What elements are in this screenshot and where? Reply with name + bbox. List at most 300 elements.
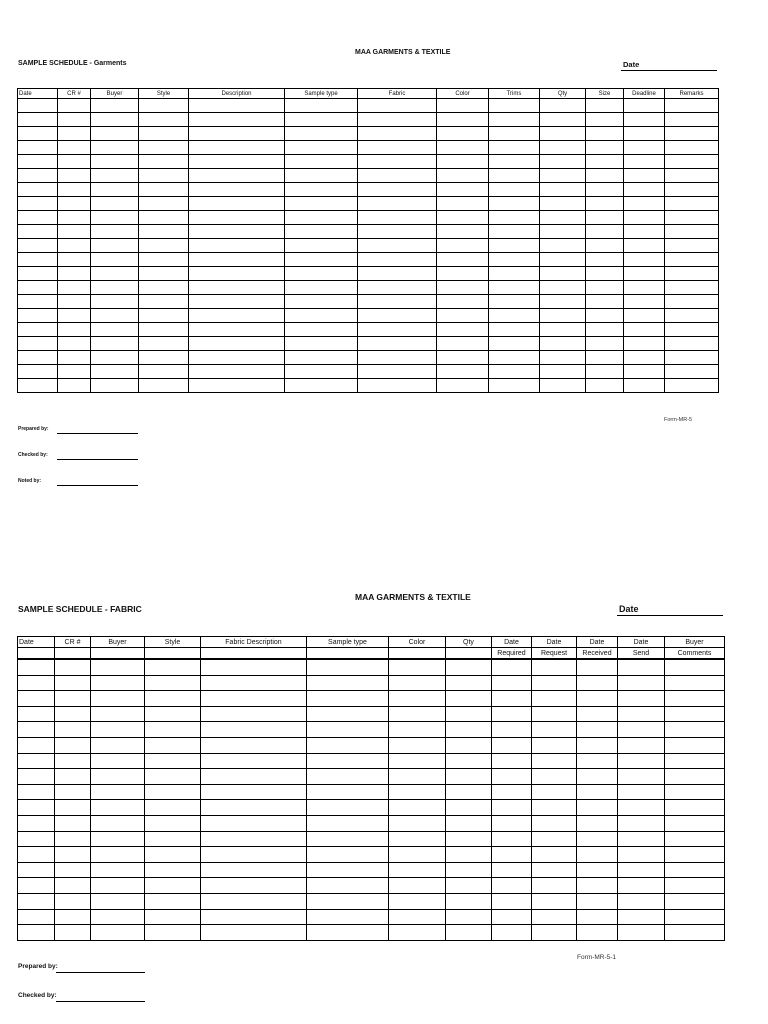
table-cell[interactable] <box>618 659 665 675</box>
table-cell[interactable] <box>532 847 577 863</box>
table-cell[interactable] <box>285 169 358 183</box>
table-cell[interactable] <box>389 722 446 738</box>
table-cell[interactable] <box>618 893 665 909</box>
table-cell[interactable] <box>618 847 665 863</box>
table-cell[interactable] <box>307 722 389 738</box>
table-cell[interactable] <box>145 909 201 925</box>
table-cell[interactable] <box>437 379 489 393</box>
table-cell[interactable] <box>489 267 540 281</box>
table-cell[interactable] <box>285 337 358 351</box>
table-cell[interactable] <box>665 878 725 894</box>
table-cell[interactable] <box>437 267 489 281</box>
table-cell[interactable] <box>18 365 58 379</box>
table-cell[interactable] <box>358 155 437 169</box>
table-cell[interactable] <box>532 878 577 894</box>
table-cell[interactable] <box>446 753 492 769</box>
table-cell[interactable] <box>492 675 532 691</box>
table-cell[interactable] <box>307 925 389 941</box>
table-cell[interactable] <box>307 769 389 785</box>
table-cell[interactable] <box>18 267 58 281</box>
table-cell[interactable] <box>201 659 307 675</box>
table-cell[interactable] <box>618 675 665 691</box>
table-cell[interactable] <box>489 141 540 155</box>
table-cell[interactable] <box>55 753 91 769</box>
table-cell[interactable] <box>624 169 665 183</box>
table-cell[interactable] <box>532 691 577 707</box>
table-cell[interactable] <box>389 784 446 800</box>
table-cell[interactable] <box>540 141 586 155</box>
table-cell[interactable] <box>285 323 358 337</box>
table-cell[interactable] <box>665 769 725 785</box>
table-cell[interactable] <box>665 337 719 351</box>
table-cell[interactable] <box>18 141 58 155</box>
table-cell[interactable] <box>446 862 492 878</box>
table-cell[interactable] <box>532 909 577 925</box>
table-cell[interactable] <box>492 800 532 816</box>
table-cell[interactable] <box>307 878 389 894</box>
table-cell[interactable] <box>389 831 446 847</box>
table-cell[interactable] <box>586 113 624 127</box>
table-cell[interactable] <box>437 337 489 351</box>
table-cell[interactable] <box>285 197 358 211</box>
table-cell[interactable] <box>91 753 145 769</box>
table-cell[interactable] <box>285 183 358 197</box>
table-cell[interactable] <box>489 351 540 365</box>
table-cell[interactable] <box>446 800 492 816</box>
table-cell[interactable] <box>58 295 91 309</box>
table-cell[interactable] <box>91 909 145 925</box>
table-cell[interactable] <box>618 815 665 831</box>
table-cell[interactable] <box>624 183 665 197</box>
table-cell[interactable] <box>58 267 91 281</box>
table-cell[interactable] <box>145 769 201 785</box>
table-cell[interactable] <box>358 141 437 155</box>
table-cell[interactable] <box>285 155 358 169</box>
table-cell[interactable] <box>201 815 307 831</box>
table-cell[interactable] <box>532 769 577 785</box>
table-cell[interactable] <box>307 737 389 753</box>
table-cell[interactable] <box>307 800 389 816</box>
table-cell[interactable] <box>624 337 665 351</box>
table-cell[interactable] <box>492 784 532 800</box>
table-cell[interactable] <box>139 267 189 281</box>
table-cell[interactable] <box>540 309 586 323</box>
table-cell[interactable] <box>145 737 201 753</box>
table-cell[interactable] <box>18 155 58 169</box>
table-cell[interactable] <box>489 183 540 197</box>
table-cell[interactable] <box>665 239 719 253</box>
table-cell[interactable] <box>618 909 665 925</box>
table-cell[interactable] <box>91 769 145 785</box>
table-cell[interactable] <box>577 815 618 831</box>
table-cell[interactable] <box>18 909 55 925</box>
table-cell[interactable] <box>665 281 719 295</box>
table-cell[interactable] <box>91 706 145 722</box>
table-cell[interactable] <box>358 127 437 141</box>
table-cell[interactable] <box>358 113 437 127</box>
table-cell[interactable] <box>91 862 145 878</box>
table-cell[interactable] <box>358 253 437 267</box>
table-cell[interactable] <box>358 225 437 239</box>
table-cell[interactable] <box>18 847 55 863</box>
table-cell[interactable] <box>18 351 58 365</box>
table-cell[interactable] <box>624 309 665 323</box>
table-cell[interactable] <box>446 815 492 831</box>
table-cell[interactable] <box>665 893 725 909</box>
table-cell[interactable] <box>55 737 91 753</box>
table-cell[interactable] <box>18 183 58 197</box>
table-cell[interactable] <box>145 659 201 675</box>
table-cell[interactable] <box>389 847 446 863</box>
table-cell[interactable] <box>55 784 91 800</box>
table-cell[interactable] <box>540 239 586 253</box>
table-cell[interactable] <box>55 659 91 675</box>
table-cell[interactable] <box>18 127 58 141</box>
table-cell[interactable] <box>91 281 139 295</box>
table-cell[interactable] <box>139 127 189 141</box>
table-cell[interactable] <box>665 253 719 267</box>
table-cell[interactable] <box>665 675 725 691</box>
table-cell[interactable] <box>665 691 725 707</box>
table-cell[interactable] <box>389 925 446 941</box>
table-cell[interactable] <box>540 351 586 365</box>
table-cell[interactable] <box>145 815 201 831</box>
table-cell[interactable] <box>285 281 358 295</box>
table-cell[interactable] <box>492 691 532 707</box>
table-cell[interactable] <box>577 925 618 941</box>
table-cell[interactable] <box>307 862 389 878</box>
table-cell[interactable] <box>91 365 139 379</box>
table-cell[interactable] <box>201 706 307 722</box>
table-cell[interactable] <box>201 722 307 738</box>
table-cell[interactable] <box>665 225 719 239</box>
table-cell[interactable] <box>18 337 58 351</box>
table-cell[interactable] <box>285 379 358 393</box>
table-cell[interactable] <box>665 197 719 211</box>
table-cell[interactable] <box>665 113 719 127</box>
table-cell[interactable] <box>624 113 665 127</box>
table-cell[interactable] <box>18 281 58 295</box>
table-cell[interactable] <box>665 267 719 281</box>
table-cell[interactable] <box>201 675 307 691</box>
table-cell[interactable] <box>489 309 540 323</box>
table-cell[interactable] <box>58 127 91 141</box>
table-cell[interactable] <box>58 113 91 127</box>
table-cell[interactable] <box>201 878 307 894</box>
table-cell[interactable] <box>139 253 189 267</box>
table-cell[interactable] <box>18 800 55 816</box>
table-cell[interactable] <box>665 925 725 941</box>
table-cell[interactable] <box>577 769 618 785</box>
table-cell[interactable] <box>446 878 492 894</box>
table-cell[interactable] <box>55 815 91 831</box>
table-cell[interactable] <box>492 862 532 878</box>
table-cell[interactable] <box>540 127 586 141</box>
table-cell[interactable] <box>91 815 145 831</box>
table-cell[interactable] <box>624 365 665 379</box>
table-cell[interactable] <box>55 878 91 894</box>
table-cell[interactable] <box>586 183 624 197</box>
table-cell[interactable] <box>189 99 285 113</box>
table-cell[interactable] <box>201 784 307 800</box>
table-cell[interactable] <box>91 113 139 127</box>
table-cell[interactable] <box>91 141 139 155</box>
table-cell[interactable] <box>189 239 285 253</box>
table-cell[interactable] <box>618 925 665 941</box>
table-cell[interactable] <box>586 309 624 323</box>
table-cell[interactable] <box>285 253 358 267</box>
table-cell[interactable] <box>18 323 58 337</box>
table-cell[interactable] <box>492 722 532 738</box>
table-cell[interactable] <box>55 769 91 785</box>
table-cell[interactable] <box>91 211 139 225</box>
table-cell[interactable] <box>58 309 91 323</box>
table-cell[interactable] <box>489 225 540 239</box>
table-cell[interactable] <box>91 691 145 707</box>
table-cell[interactable] <box>446 831 492 847</box>
table-cell[interactable] <box>91 267 139 281</box>
table-cell[interactable] <box>437 99 489 113</box>
table-cell[interactable] <box>18 691 55 707</box>
table-cell[interactable] <box>577 800 618 816</box>
table-cell[interactable] <box>489 155 540 169</box>
table-cell[interactable] <box>285 267 358 281</box>
table-cell[interactable] <box>540 113 586 127</box>
table-cell[interactable] <box>540 379 586 393</box>
table-cell[interactable] <box>492 737 532 753</box>
table-cell[interactable] <box>358 295 437 309</box>
table-cell[interactable] <box>18 309 58 323</box>
table-cell[interactable] <box>358 169 437 183</box>
table-cell[interactable] <box>358 197 437 211</box>
table-cell[interactable] <box>665 659 725 675</box>
table-cell[interactable] <box>624 141 665 155</box>
table-cell[interactable] <box>58 225 91 239</box>
table-cell[interactable] <box>624 267 665 281</box>
table-cell[interactable] <box>618 753 665 769</box>
table-cell[interactable] <box>665 753 725 769</box>
table-cell[interactable] <box>446 847 492 863</box>
table-cell[interactable] <box>446 737 492 753</box>
table-cell[interactable] <box>437 197 489 211</box>
table-cell[interactable] <box>492 753 532 769</box>
table-cell[interactable] <box>358 365 437 379</box>
table-cell[interactable] <box>577 675 618 691</box>
table-cell[interactable] <box>532 815 577 831</box>
table-cell[interactable] <box>489 99 540 113</box>
table-cell[interactable] <box>665 831 725 847</box>
table-cell[interactable] <box>532 784 577 800</box>
table-cell[interactable] <box>18 197 58 211</box>
signature-line[interactable] <box>56 1001 145 1002</box>
table-cell[interactable] <box>492 909 532 925</box>
table-cell[interactable] <box>665 365 719 379</box>
table-cell[interactable] <box>389 737 446 753</box>
table-cell[interactable] <box>307 909 389 925</box>
table-cell[interactable] <box>540 365 586 379</box>
table-cell[interactable] <box>55 909 91 925</box>
table-cell[interactable] <box>624 127 665 141</box>
table-cell[interactable] <box>489 365 540 379</box>
table-cell[interactable] <box>139 365 189 379</box>
table-cell[interactable] <box>358 99 437 113</box>
table-cell[interactable] <box>437 253 489 267</box>
table-cell[interactable] <box>437 225 489 239</box>
table-cell[interactable] <box>624 99 665 113</box>
table-cell[interactable] <box>437 155 489 169</box>
table-cell[interactable] <box>307 893 389 909</box>
table-cell[interactable] <box>489 113 540 127</box>
table-cell[interactable] <box>618 862 665 878</box>
table-cell[interactable] <box>665 379 719 393</box>
table-cell[interactable] <box>18 753 55 769</box>
table-cell[interactable] <box>139 351 189 365</box>
table-cell[interactable] <box>189 281 285 295</box>
table-cell[interactable] <box>665 737 725 753</box>
table-cell[interactable] <box>389 769 446 785</box>
table-cell[interactable] <box>307 815 389 831</box>
table-cell[interactable] <box>540 337 586 351</box>
table-cell[interactable] <box>285 99 358 113</box>
table-cell[interactable] <box>18 893 55 909</box>
table-cell[interactable] <box>285 295 358 309</box>
table-cell[interactable] <box>624 225 665 239</box>
table-cell[interactable] <box>492 831 532 847</box>
table-cell[interactable] <box>55 706 91 722</box>
table-cell[interactable] <box>618 831 665 847</box>
table-cell[interactable] <box>389 659 446 675</box>
table-cell[interactable] <box>145 784 201 800</box>
table-cell[interactable] <box>201 909 307 925</box>
table-cell[interactable] <box>55 925 91 941</box>
table-cell[interactable] <box>532 753 577 769</box>
table-cell[interactable] <box>307 831 389 847</box>
table-cell[interactable] <box>145 925 201 941</box>
table-cell[interactable] <box>91 309 139 323</box>
table-cell[interactable] <box>91 737 145 753</box>
table-cell[interactable] <box>18 379 58 393</box>
table-cell[interactable] <box>307 847 389 863</box>
table-cell[interactable] <box>189 113 285 127</box>
table-cell[interactable] <box>446 784 492 800</box>
table-cell[interactable] <box>139 113 189 127</box>
table-cell[interactable] <box>618 706 665 722</box>
table-cell[interactable] <box>91 295 139 309</box>
table-cell[interactable] <box>489 127 540 141</box>
table-cell[interactable] <box>285 309 358 323</box>
table-cell[interactable] <box>586 351 624 365</box>
table-cell[interactable] <box>586 141 624 155</box>
table-cell[interactable] <box>145 878 201 894</box>
table-cell[interactable] <box>577 784 618 800</box>
table-cell[interactable] <box>139 183 189 197</box>
table-cell[interactable] <box>18 239 58 253</box>
table-cell[interactable] <box>285 141 358 155</box>
table-cell[interactable] <box>446 659 492 675</box>
table-cell[interactable] <box>540 211 586 225</box>
table-cell[interactable] <box>139 239 189 253</box>
table-cell[interactable] <box>492 925 532 941</box>
table-cell[interactable] <box>145 706 201 722</box>
table-cell[interactable] <box>389 909 446 925</box>
table-cell[interactable] <box>437 351 489 365</box>
table-cell[interactable] <box>586 99 624 113</box>
table-cell[interactable] <box>586 295 624 309</box>
table-cell[interactable] <box>437 211 489 225</box>
table-cell[interactable] <box>55 847 91 863</box>
table-cell[interactable] <box>532 675 577 691</box>
table-cell[interactable] <box>91 155 139 169</box>
table-cell[interactable] <box>201 847 307 863</box>
table-cell[interactable] <box>139 337 189 351</box>
table-cell[interactable] <box>201 862 307 878</box>
table-cell[interactable] <box>446 691 492 707</box>
table-cell[interactable] <box>58 323 91 337</box>
table-cell[interactable] <box>532 722 577 738</box>
table-cell[interactable] <box>540 267 586 281</box>
table-cell[interactable] <box>532 862 577 878</box>
table-cell[interactable] <box>145 722 201 738</box>
table-cell[interactable] <box>618 737 665 753</box>
table-cell[interactable] <box>437 127 489 141</box>
table-cell[interactable] <box>618 722 665 738</box>
table-cell[interactable] <box>91 183 139 197</box>
table-cell[interactable] <box>91 351 139 365</box>
table-cell[interactable] <box>18 831 55 847</box>
table-cell[interactable] <box>624 239 665 253</box>
table-cell[interactable] <box>18 862 55 878</box>
table-cell[interactable] <box>492 878 532 894</box>
table-cell[interactable] <box>492 893 532 909</box>
table-cell[interactable] <box>18 295 58 309</box>
table-cell[interactable] <box>91 878 145 894</box>
table-cell[interactable] <box>58 99 91 113</box>
table-cell[interactable] <box>532 706 577 722</box>
table-cell[interactable] <box>577 737 618 753</box>
table-cell[interactable] <box>540 225 586 239</box>
table-cell[interactable] <box>577 659 618 675</box>
table-cell[interactable] <box>437 169 489 183</box>
table-cell[interactable] <box>358 267 437 281</box>
table-cell[interactable] <box>389 815 446 831</box>
table-cell[interactable] <box>358 379 437 393</box>
table-cell[interactable] <box>18 225 58 239</box>
table-cell[interactable] <box>665 127 719 141</box>
table-cell[interactable] <box>18 659 55 675</box>
table-cell[interactable] <box>437 309 489 323</box>
table-cell[interactable] <box>540 183 586 197</box>
table-cell[interactable] <box>446 909 492 925</box>
table-cell[interactable] <box>55 800 91 816</box>
table-cell[interactable] <box>540 197 586 211</box>
table-cell[interactable] <box>665 169 719 183</box>
table-cell[interactable] <box>139 281 189 295</box>
table-cell[interactable] <box>18 784 55 800</box>
table-cell[interactable] <box>285 225 358 239</box>
table-cell[interactable] <box>532 737 577 753</box>
table-cell[interactable] <box>55 722 91 738</box>
table-cell[interactable] <box>358 337 437 351</box>
table-cell[interactable] <box>91 925 145 941</box>
table-cell[interactable] <box>139 379 189 393</box>
table-cell[interactable] <box>446 675 492 691</box>
form2-date-line[interactable] <box>617 615 723 616</box>
table-cell[interactable] <box>489 281 540 295</box>
table-cell[interactable] <box>91 337 139 351</box>
table-cell[interactable] <box>189 337 285 351</box>
table-cell[interactable] <box>389 706 446 722</box>
table-cell[interactable] <box>91 239 139 253</box>
